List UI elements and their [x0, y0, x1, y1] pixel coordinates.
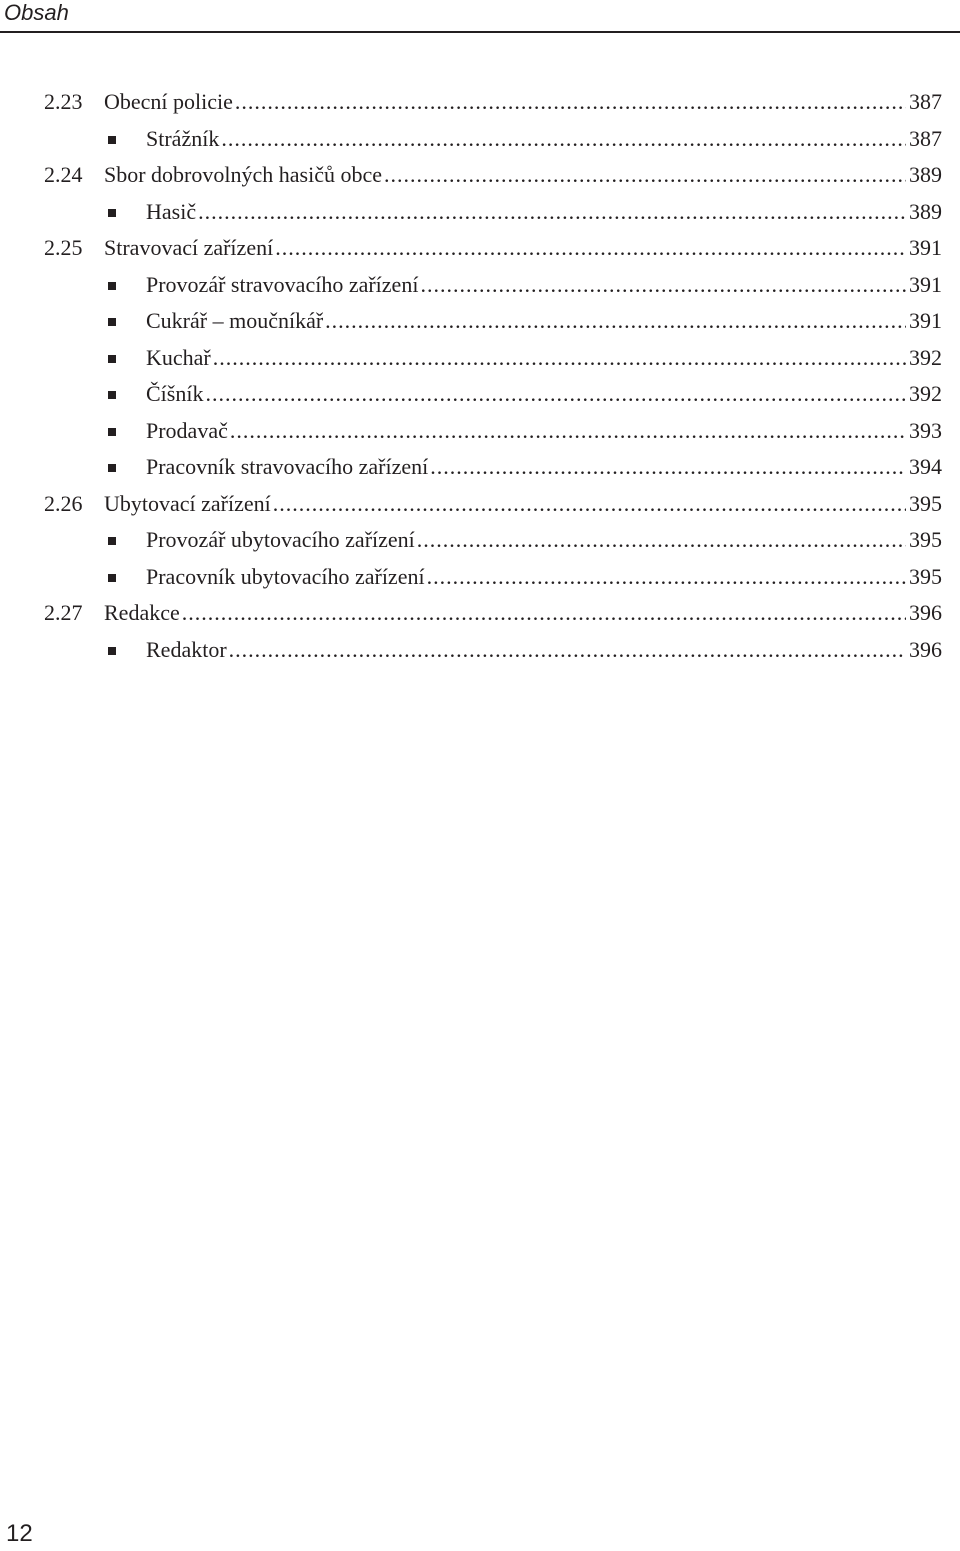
toc-page-number: 391: [909, 308, 942, 333]
toc-line: [146, 449, 942, 486]
dot-leader: [417, 522, 906, 559]
toc-section-entry[interactable]: [0, 230, 960, 267]
toc-page-number: 395: [909, 527, 942, 552]
toc-title: Strážník: [146, 125, 220, 151]
toc-line: [146, 121, 942, 158]
toc-subentry[interactable]: [0, 194, 960, 231]
toc-subentry[interactable]: [0, 413, 960, 450]
toc-section-number: 2.25: [44, 235, 83, 260]
toc-title: Číšník: [146, 381, 204, 406]
toc-line: [146, 559, 942, 596]
dot-leader: [427, 559, 906, 596]
square-bullet-icon: [108, 574, 116, 582]
dot-leader: [384, 157, 906, 194]
toc-line: [146, 340, 942, 377]
toc-page-number: 396: [909, 600, 942, 625]
toc-title: Stravovací zařízení: [104, 235, 274, 260]
square-bullet-icon: [108, 391, 116, 399]
toc-title: Sbor dobrovolných hasičů obce: [104, 162, 382, 187]
header-rule: [0, 31, 960, 33]
toc-page-number: 396: [909, 636, 942, 662]
toc-page-number: 392: [909, 381, 942, 406]
toc-section-entry[interactable]: [0, 84, 960, 121]
toc-line: [146, 303, 942, 340]
toc-title: Pracovník ubytovacího zařízení: [146, 563, 425, 589]
square-bullet-icon: [108, 537, 116, 545]
dot-leader: [420, 267, 906, 304]
toc-title: Pracovník stravovacího zařízení: [146, 454, 429, 479]
toc-title: Redaktor: [146, 636, 227, 662]
toc-title: Redakce: [104, 600, 180, 625]
dot-leader: [273, 486, 906, 523]
dot-leader: [229, 632, 906, 669]
toc-subentry[interactable]: [0, 340, 960, 377]
table-of-contents: [0, 84, 960, 668]
dot-leader: [235, 84, 906, 121]
toc-subentry[interactable]: [0, 376, 960, 413]
toc-subentry[interactable]: [0, 121, 960, 158]
toc-section-number: 2.23: [44, 89, 83, 114]
toc-subentry[interactable]: [0, 522, 960, 559]
toc-page-number: 392: [909, 344, 942, 370]
header-title: Obsah: [4, 0, 69, 25]
toc-section-number: 2.24: [44, 162, 83, 187]
dot-leader: [325, 303, 906, 340]
toc-page-number: 395: [909, 490, 942, 516]
toc-page-number: 387: [909, 89, 942, 114]
square-bullet-icon: [108, 647, 116, 655]
toc-title: Provozář stravovacího zařízení: [146, 271, 419, 297]
dot-leader: [213, 340, 906, 377]
toc-line: [146, 376, 942, 413]
dot-leader: [198, 194, 906, 231]
square-bullet-icon: [108, 209, 116, 217]
square-bullet-icon: [108, 136, 116, 144]
toc-title: Prodavač: [146, 417, 228, 443]
toc-page-number: 389: [909, 162, 942, 187]
toc-subentry[interactable]: [0, 632, 960, 669]
toc-line: [146, 413, 942, 450]
toc-section-number: 2.26: [44, 490, 83, 516]
dot-leader: [205, 376, 906, 413]
toc-subentry[interactable]: [0, 449, 960, 486]
dot-leader: [221, 121, 906, 158]
toc-line: [104, 595, 942, 632]
toc-line: [104, 157, 942, 194]
toc-line: [104, 84, 942, 121]
toc-page-number: 391: [909, 271, 942, 297]
toc-title: Cukrář – moučníkář: [146, 308, 324, 333]
toc-section-entry[interactable]: [0, 486, 960, 523]
dot-leader: [182, 595, 906, 632]
page-header: [0, 0, 960, 34]
toc-page-number: 395: [909, 563, 942, 589]
toc-line: [146, 522, 942, 559]
toc-title: Kuchař: [146, 344, 211, 370]
square-bullet-icon: [108, 282, 116, 290]
toc-line: [104, 486, 942, 523]
page-number: 12: [6, 1520, 33, 1547]
toc-section-entry[interactable]: [0, 157, 960, 194]
toc-line: [104, 230, 942, 267]
toc-line: [146, 632, 942, 669]
toc-title: Hasič: [146, 198, 197, 224]
toc-title: Obecní policie: [104, 89, 233, 114]
toc-section-entry[interactable]: [0, 595, 960, 632]
toc-page-number: 393: [909, 417, 942, 443]
toc-page-number: 387: [909, 125, 942, 151]
dot-leader: [430, 449, 906, 486]
square-bullet-icon: [108, 355, 116, 363]
toc-subentry[interactable]: [0, 559, 960, 596]
square-bullet-icon: [108, 428, 116, 436]
toc-page-number: 394: [909, 454, 942, 479]
square-bullet-icon: [108, 318, 116, 326]
toc-subentry[interactable]: [0, 303, 960, 340]
dot-leader: [275, 230, 906, 267]
dot-leader: [230, 413, 906, 450]
toc-subentry[interactable]: [0, 267, 960, 304]
toc-line: [146, 194, 942, 231]
toc-title: Provozář ubytovacího zařízení: [146, 527, 415, 552]
toc-section-number: 2.27: [44, 600, 83, 625]
toc-page-number: 391: [909, 235, 942, 260]
square-bullet-icon: [108, 464, 116, 472]
toc-line: [146, 267, 942, 304]
toc-title: Ubytovací zařízení: [104, 490, 271, 516]
toc-page-number: 389: [909, 198, 942, 224]
